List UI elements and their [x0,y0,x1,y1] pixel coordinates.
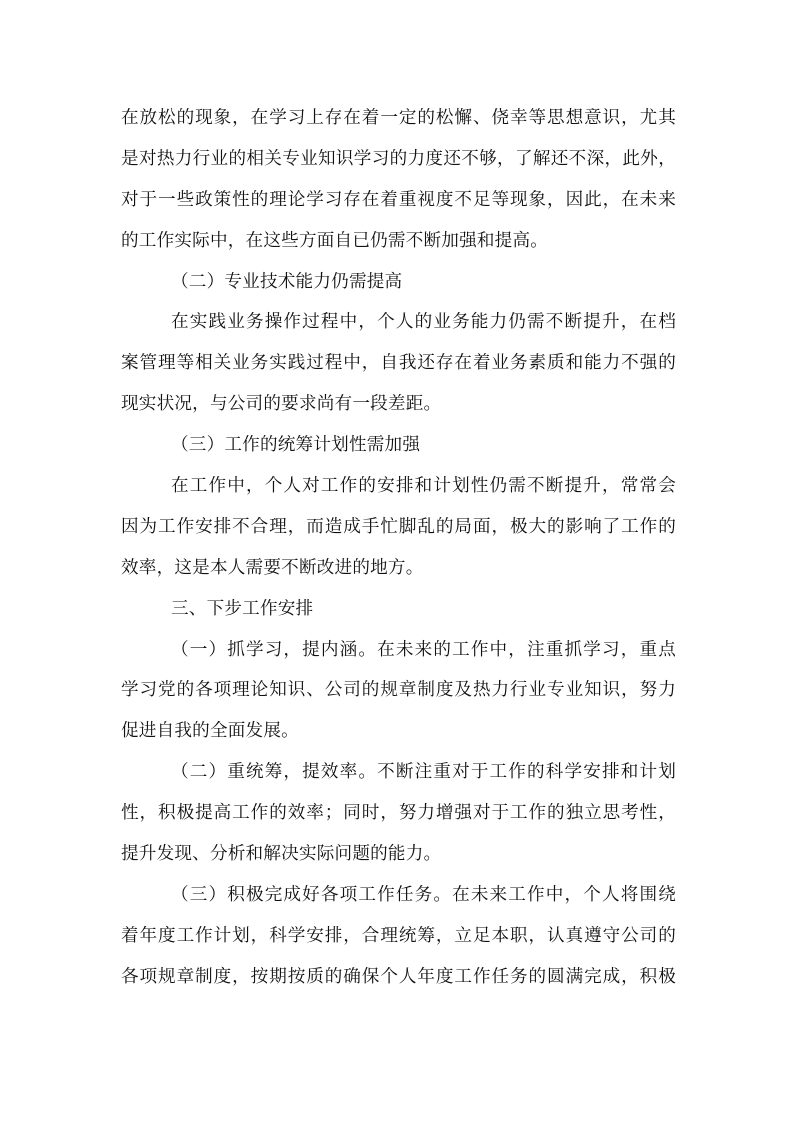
text-line: （三）工作的统筹计划性需加强 [171,435,421,456]
text-line: （三）积极完成好各项工作任务。在未来工作中，个人将围绕 [171,884,676,905]
text-line: 效率，这是本人需要不断改进的地方。 [121,557,424,578]
text-line: 提升发现、分析和解决实际问题的能力。 [121,844,442,865]
document-body [121,98,676,998]
text-line: 现实状况，与公司的要求尚有一段差距。 [121,394,442,415]
text-line: 各项规章制度，按期按质的确保个人年度工作任务的圆满完成，积极 [121,966,676,987]
text-line: （二）专业技术能力仍需提高 [171,271,403,292]
text-line: 在放松的现象，在学习上存在着一定的松懈、侥幸等思想意识，尤其 [121,108,676,128]
text-line: 学习党的各项理论知识、公司的规章制度及热力行业专业知识，努力 [121,680,676,701]
text-line: 在工作中，个人对工作的安排和计划性仍需不断提升，常常会 [171,476,676,497]
text-line: 对于一些政策性的理论学习存在着重视度不足等现象，因此，在未来 [121,189,676,210]
text-line: 性，积极提高工作的效率；同时，努力增强对于工作的独立思考性， [121,803,676,824]
text-line: 促进自我的全面发展。 [121,721,299,742]
text-line: 着年度工作计划，科学安排，合理统筹，立足本职，认真遵守公司的 [121,925,676,946]
text-line: （二）重统筹，提效率。不断注重对于工作的科学安排和计划 [171,762,676,783]
text-line: 案管理等相关业务实践过程中，自我还存在着业务素质和能力不强的 [121,353,676,374]
text-line: 的工作实际中，在这些方面自已仍需不断加强和提高。 [121,230,549,251]
text-line: 三、下步工作安排 [171,598,314,619]
text-line: 因为工作安排不合理，而造成手忙脚乱的局面，极大的影响了工作的 [121,516,676,537]
text-line: 在实践业务操作过程中，个人的业务能力仍需不断提升，在档 [171,312,676,333]
text-line: 是对热力行业的相关专业知识学习的力度还不够，了解还不深，此外， [121,148,676,169]
text-line: （一）抓学习，提内涵。在未来的工作中，注重抓学习，重点 [171,639,676,660]
